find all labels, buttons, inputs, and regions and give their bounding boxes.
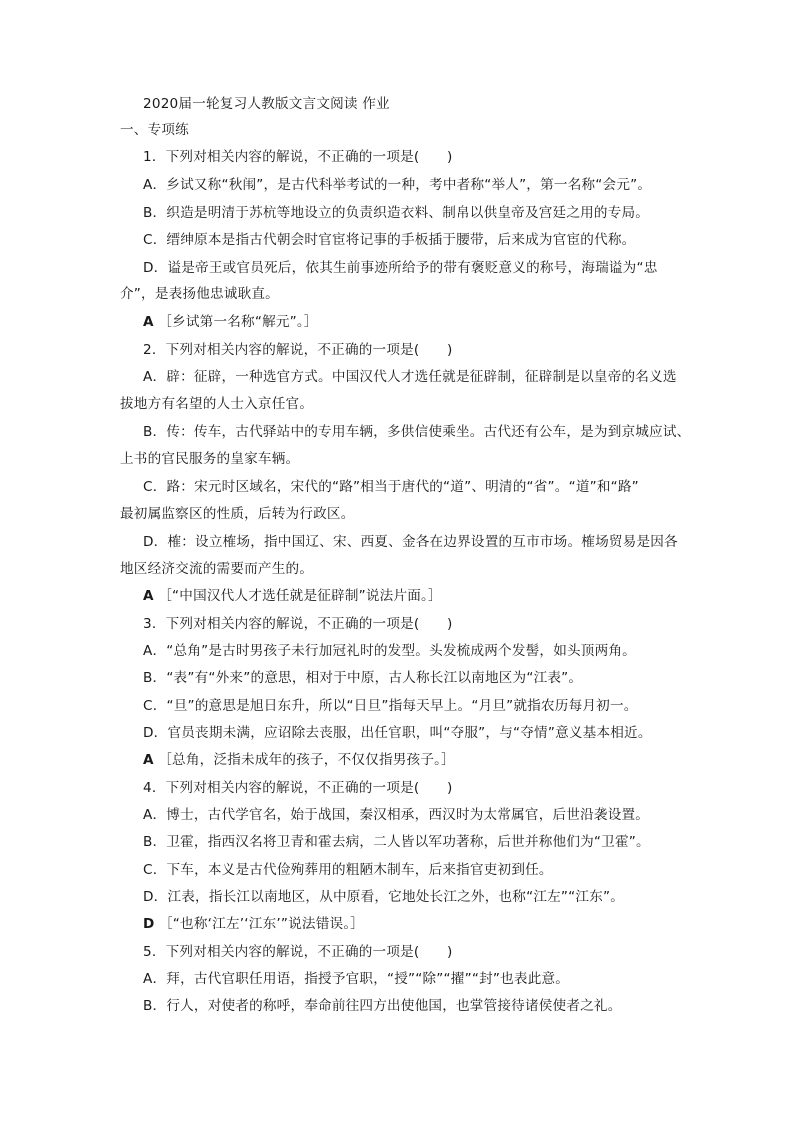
question-4-option-c: C．下车，本义是古代俭殉葬用的粗陋木制车，后来指官吏初到任。 [143, 862, 553, 878]
question-2-answer [143, 587, 442, 605]
question-2-stem: 2．下列对相关内容的解说，不正确的一项是( ) [143, 342, 453, 358]
question-2-option-a: A．辟：征辟，一种选官方式。中国汉代人才选任就是征辟制，征辟制是以皇帝的名义选 [143, 369, 677, 385]
question-2-option-d: D．榷：设立榷场，指中国辽、宋、西夏、金各在边界设置的互市市场。榷场贸易是因各 [143, 534, 678, 550]
answer-letter: A [143, 752, 154, 768]
question-5-option-a: A．拜，古代官职任用语，指授予官职，“授”“除”“擢”“封”也表此意。 [143, 971, 570, 987]
question-3-option-c: C．“旦”的意思是旭日东升，所以“日旦”指每天早上。“月旦”就指农历每月初一。 [143, 698, 638, 714]
question-4-option-d: D．江表，指长江以南地区，从中原看，它地处长江之外，也称“江左”“江东”。 [143, 889, 625, 905]
question-4-option-a: A．博士，古代学官名，始于战国，秦汉相承，西汉时为太常属官，后世沿袭设置。 [143, 807, 650, 823]
question-2-option-d-cont: 地区经济交流的需要而产生的。 [120, 561, 314, 577]
question-4-option-b: B．卫霍，指西汉名将卫青和霍去病，二人皆以军功著称，后世并称他们为“卫霍”。 [143, 834, 650, 850]
question-5-option-b: B．行人，对使者的称呼，奉命前往四方出使他国，也掌管接待诸侯使者之礼。 [143, 998, 622, 1014]
answer-letter: A [143, 314, 154, 330]
question-1-option-d-cont: 介”，是表扬他忠诚耿直。 [120, 286, 279, 302]
question-4-answer [143, 915, 364, 933]
question-1-answer [143, 313, 318, 331]
answer-explanation: ［“也称‘江左’‘江东’”说法错误。］ [159, 916, 365, 932]
question-2-option-a-cont: 拔地方有名望的人士入京任官。 [120, 396, 314, 412]
question-5-stem: 5．下列对相关内容的解说，不正确的一项是( ) [143, 944, 453, 960]
question-1-option-c: C．缙绅原本是指古代朝会时官宦将记事的手板插于腰带，后来成为官宦的代称。 [143, 232, 636, 248]
question-1-stem: 1．下列对相关内容的解说，不正确的一项是( ) [143, 149, 453, 165]
question-1-option-b: B．织造是明清于苏杭等地设立的负责织造衣料、制帛以供皇帝及宫廷之用的专局。 [143, 205, 650, 221]
answer-explanation: ［“中国汉代人才选任就是征辟制”说法片面。］ [158, 588, 442, 604]
question-3-answer [143, 751, 455, 769]
question-3-stem: 3．下列对相关内容的解说，不正确的一项是( ) [143, 616, 453, 632]
answer-letter: A [143, 588, 154, 604]
question-2-option-c-cont: 最初属监察区的性质，后转为行政区。 [120, 506, 355, 522]
question-2-option-b-cont: 上书的官民服务的皇家车辆。 [120, 451, 300, 467]
question-3-option-b: B．“表”有“外来”的意思，相对于中原，古人称长江以南地区为“江表”。 [143, 670, 583, 686]
answer-explanation: ［总角，泛指未成年的孩子，不仅仅指男孩子。］ [158, 752, 455, 768]
section-heading: 一、专项练 [120, 122, 189, 138]
question-4-stem: 4．下列对相关内容的解说，不正确的一项是( ) [143, 780, 453, 796]
answer-letter: D [143, 916, 155, 932]
question-1-option-d: D．谥是帝王或官员死后，依其生前事迹所给予的带有褒贬意义的称号，海瑞谥为“忠 [143, 260, 658, 276]
answer-explanation: ［乡试第一名称“解元”。］ [158, 314, 318, 330]
question-3-option-a: A．“总角”是古时男孩子未行加冠礼时的发型。头发梳成两个发髻，如头顶两角。 [143, 643, 636, 659]
question-2-option-c: C．路：宋元时区域名，宋代的“路”相当于唐代的“道”、明清的“省”。“道”和“路” [143, 479, 639, 495]
question-3-option-d: D．官员丧期未满，应诏除去丧服，出任官职，叫“夺服”，与“夺情”意义基本相近。 [143, 725, 652, 741]
question-2-option-b: B．传：传车，古代驿站中的专用车辆，多供信使乘坐。古代还有公车，是为到京城应试、 [143, 424, 691, 440]
document-title: 2020届一轮复习人教版文言文阅读 作业 [143, 96, 390, 112]
question-1-option-a: A．乡试又称“秋闱”，是古代科举考试的一种，考中者称“举人”，第一名称“会元”。 [143, 177, 652, 193]
